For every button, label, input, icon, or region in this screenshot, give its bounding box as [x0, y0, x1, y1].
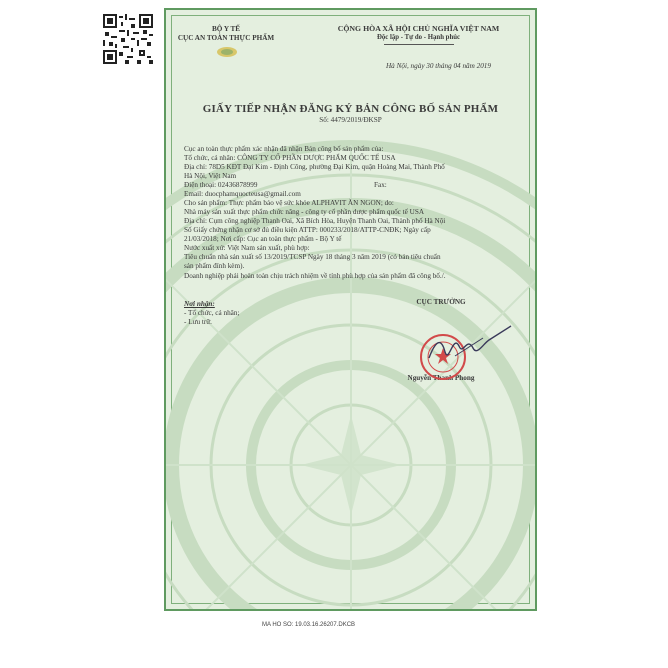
- registration-number: Số: 4479/2019/ĐKSP: [319, 116, 382, 124]
- body-line: Địa chỉ: Cụm công nghiệp Thanh Oai, Xã Bích Hòa, Huyện Thanh Oai, Thành phố Hà Nội: [184, 217, 446, 225]
- document-title: GIẤY TIẾP NHẬN ĐĂNG KÝ BẢN CÔNG BỐ SẢN PHẨM: [202, 103, 499, 115]
- body-line: Nhà máy sản xuất thực phẩm chức năng - công ty cổ phần dược phẩm quốc tế USA: [184, 208, 425, 216]
- motto-underline: [384, 44, 454, 45]
- motto-label: Độc lập - Tự do - Hạnh phúc: [376, 34, 461, 41]
- department-logo: [216, 46, 238, 58]
- signature: [425, 322, 515, 372]
- ministry-label: BỘ Y TẾ: [211, 25, 241, 33]
- body-line: Hà Nội, Việt Nam: [184, 172, 237, 180]
- body-line: Nước xuất xứ: Việt Nam sản xuất, phù hợp:: [184, 244, 310, 252]
- body-line: Cục an toàn thực phẩm xác nhận đã nhận Bản công bố sản phẩm của:: [184, 145, 384, 153]
- department-label: CỤC AN TOÀN THỰC PHẨM: [177, 34, 275, 42]
- body-line: Số Giấy chứng nhận cơ sở đủ điều kiện ATTP: 000233/2018/ATTP-CNĐK; Ngày cấp: [184, 226, 431, 234]
- date-label: Hà Nội, ngày 30 tháng 04 năm 2019: [385, 62, 491, 70]
- file-code: MA HO SO: 19.03.16.26207.DKCB: [262, 622, 356, 628]
- body-line: Điện thoại: 02436878999: [184, 181, 258, 189]
- body-line: 21/03/2018; Nơi cấp: Cục an toàn thực phẩm - Bộ Y tế: [184, 235, 342, 243]
- recipient-item: - Lưu trữ.: [184, 318, 212, 326]
- body-line: Cho sản phẩm: Thực phẩm bảo vệ sức khỏe ALPHAVIT ĂN NGON; do:: [184, 199, 394, 207]
- body-line: sản phẩm đính kèm).: [184, 262, 245, 270]
- body-line: Doanh nghiệp phải hoàn toàn chịu trách nhiệm về tính phù hợp của sản phẩm đã công bố./.: [184, 272, 446, 280]
- body-line: Tổ chức, cá nhân: CÔNG TY CỔ PHẦN DƯỢC PHẨM QUỐC TẾ USA: [184, 154, 396, 162]
- signer-name: Nguyễn Thanh Phong: [407, 374, 475, 382]
- body-line: Email: duocphamquocteusa@gmail.com: [184, 190, 301, 198]
- qr-code: [103, 14, 153, 64]
- country-label: CỘNG HÒA XÃ HỘI CHỦ NGHĨA VIỆT NAM: [337, 24, 500, 33]
- body-line: Tiêu chuẩn nhà sản xuất số 13/2019/TCSP Ngày 18 tháng 3 năm 2019 (có bản tiêu chuẩn: [184, 253, 441, 261]
- body-line: Địa chỉ: 78D5 KĐT Đại Kim - Định Công, phường Đại Kim, quận Hoàng Mai, Thành Phố: [184, 163, 445, 171]
- signer-title: CỤC TRƯỞNG: [416, 298, 466, 306]
- certificate: [164, 8, 537, 611]
- recipients-label: Nơi nhận:: [184, 300, 215, 308]
- recipient-item: - Tổ chức, cá nhân;: [184, 309, 240, 317]
- fax-label: Fax:: [374, 181, 387, 189]
